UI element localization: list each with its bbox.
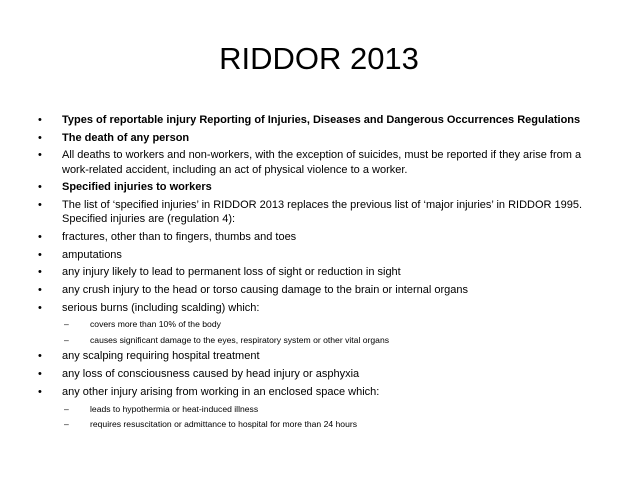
slide-title: RIDDOR 2013 [219,41,419,76]
bullet-icon: • [38,131,42,144]
bullet-item [38,265,606,279]
bullet-item [38,385,606,399]
bullet-text: The list of ‘specified injuries’ in RIDDOR 2013 replaces the previous list of ‘major injuries’ in RIDDOR 1995. Specified injuries are (regulation 4): [62,199,583,226]
bullet-text: Types of reportable injury Reporting of Injuries, Diseases and Dangerous Occurrences Regulations [62,114,581,126]
bullet-item [38,230,606,244]
bullet-icon: • [38,350,42,363]
sub-bullet-text: leads to hypothermia or heat-induced illness [90,403,259,414]
bullet-icon: • [38,385,42,398]
sub-bullet-item [38,418,606,430]
bullet-icon: • [38,368,42,381]
bullet-text: any injury likely to lead to permanent loss of sight or reduction in sight [62,266,401,279]
sub-bullet-text: covers more than 10% of the body [90,319,221,330]
dash-icon: – [64,419,69,430]
sub-bullet-text: causes significant damage to the eyes, respiratory system or other vital organs [90,334,390,345]
bullet-item [38,248,606,262]
bullet-text: All deaths to workers and non-workers, with the exception of suicides, must be reported if they arise from a work-related accident, including an act of physical violence to a worker. [62,149,582,176]
bullet-item [38,198,606,226]
bullet-item [38,349,606,363]
bullet-text: serious burns (including scalding) which: [62,301,260,314]
bullet-item [38,131,606,145]
dash-icon: – [64,403,69,414]
bullet-text: any scalping requiring hospital treatment [62,350,260,363]
bullet-icon: • [38,181,42,194]
bullet-icon: • [38,230,42,243]
dash-icon: – [64,319,69,330]
bullet-text: fractures, other than to fingers, thumbs and toes [62,230,297,243]
sub-bullet-item [38,318,606,330]
bullet-item [38,301,606,315]
bullet-icon: • [38,199,42,212]
slide-content [38,113,606,434]
bullet-icon: • [38,301,42,314]
sub-bullet-item [38,403,606,415]
bullet-item [38,148,606,176]
sub-bullet-text: requires resuscitation or admittance to hospital for more than 24 hours [90,419,358,430]
bullet-item [38,367,606,381]
bullet-text: any crush injury to the head or torso causing damage to the brain or internal organs [62,284,469,297]
bullet-text: amputations [62,248,122,261]
bullet-icon: • [38,248,42,261]
bullet-icon: • [38,114,42,126]
bullet-text: The death of any person [62,131,190,144]
bullet-item [38,113,606,127]
bullet-text: any loss of consciousness caused by head injury or asphyxia [62,368,360,381]
bullet-text: any other injury arising from working in an enclosed space which: [62,385,380,398]
dash-icon: – [64,334,69,345]
bullet-icon: • [38,149,42,162]
sub-bullet-item [38,334,606,346]
bullet-icon: • [38,284,42,297]
bullet-item [38,180,606,194]
bullet-icon: • [38,266,42,279]
bullet-item [38,283,606,297]
bullet-text: Specified injuries to workers [62,181,212,194]
